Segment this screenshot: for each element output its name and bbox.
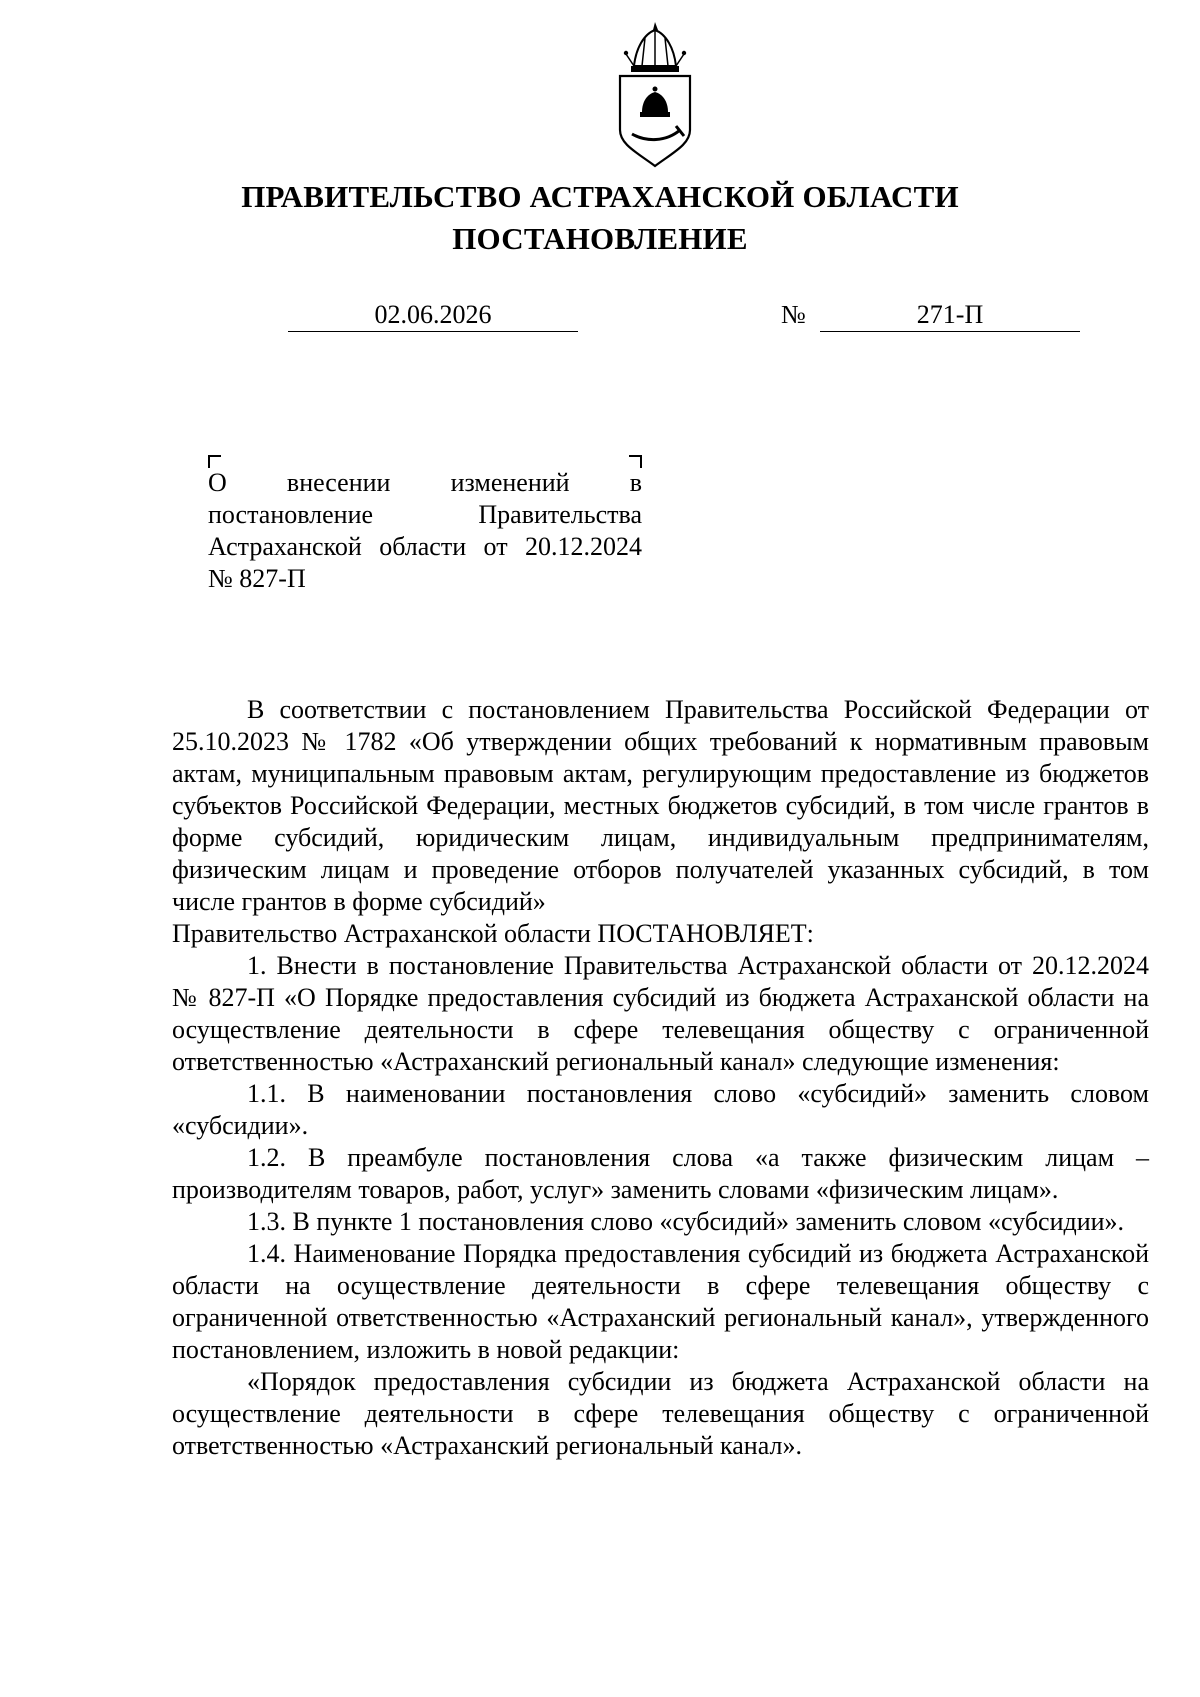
document-number: 271-П bbox=[820, 299, 1080, 332]
quoted-new-title-paragraph: «Порядок предоставления субсидии из бюджета Астраханской области на осуществление деятельности в сфере телевещания обществу с ограниченной ответственностью «Астраханский региональный канал». bbox=[172, 1367, 1149, 1460]
decree-paragraph: Правительство Астраханской области ПОСТАНОВЛЯЕТ: bbox=[172, 919, 814, 948]
clause-1-2-paragraph: 1.2. В преамбуле постановления слова «а также физическим лицам – производителям товаров, работ, услуг» заменить словами «физическим лицам». bbox=[172, 1143, 1149, 1204]
document-body bbox=[172, 694, 1149, 1462]
government-title: ПРАВИТЕЛЬСТВО АСТРАХАНСКОЙ ОБЛАСТИ bbox=[241, 179, 959, 214]
preamble-paragraph: В соответствии с постановлением Правительства Российской Федерации от 25.10.2023 № 1782 «Об утверждении общих требований к нормативным правовым актам, муниципальным правовым актам, регулирующим предоставление из бюджетов субъектов Российской Федерации, местных бюджетов субсидий, в том числе грантов в форме субсидий, юридическим лицам, индивидуальным предпринимателям, физическим лицам и проведение отборов получателей указанных субсидий, в том числе грантов в форме субсидий» bbox=[172, 695, 1149, 916]
clause-1-4-paragraph: 1.4. Наименование Порядка предоставления субсидий из бюджета Астраханской области на осуществление деятельности в сфере телевещания обществу с ограниченной ответственностью «Астраханский региональный канал», утвержденного постановлением, изложить в новой редакции: bbox=[172, 1239, 1149, 1364]
subject-last-line: № 827-П bbox=[208, 564, 306, 593]
document-subject bbox=[208, 467, 642, 595]
number-sign: № bbox=[781, 300, 806, 329]
clause-1-paragraph: 1. Внести в постановление Правительства Астраханской области от 20.12.2024 № 827-П «О Порядке предоставления субсидий из бюджета Астраханской области на осуществление деятельности в сфере телевещания обществу с ограниченной ответственностью «Астраханский региональный канал» следующие изменения: bbox=[172, 951, 1149, 1076]
clause-1-3-paragraph: 1.3. В пункте 1 постановления слово «субсидий» заменить словом «субсидии». bbox=[247, 1207, 1125, 1236]
document-date: 02.06.2026 bbox=[288, 299, 578, 332]
coat-of-arms-icon bbox=[614, 18, 696, 170]
clause-1-1-paragraph: 1.1. В наименовании постановления слово «субсидий» заменить словом «субсидии». bbox=[172, 1079, 1149, 1140]
document-type-title: ПОСТАНОВЛЕНИЕ bbox=[452, 221, 748, 256]
subject-text: О внесении изменений в постановление Правительства Астраханской области от 20.12.2024 bbox=[208, 468, 642, 561]
